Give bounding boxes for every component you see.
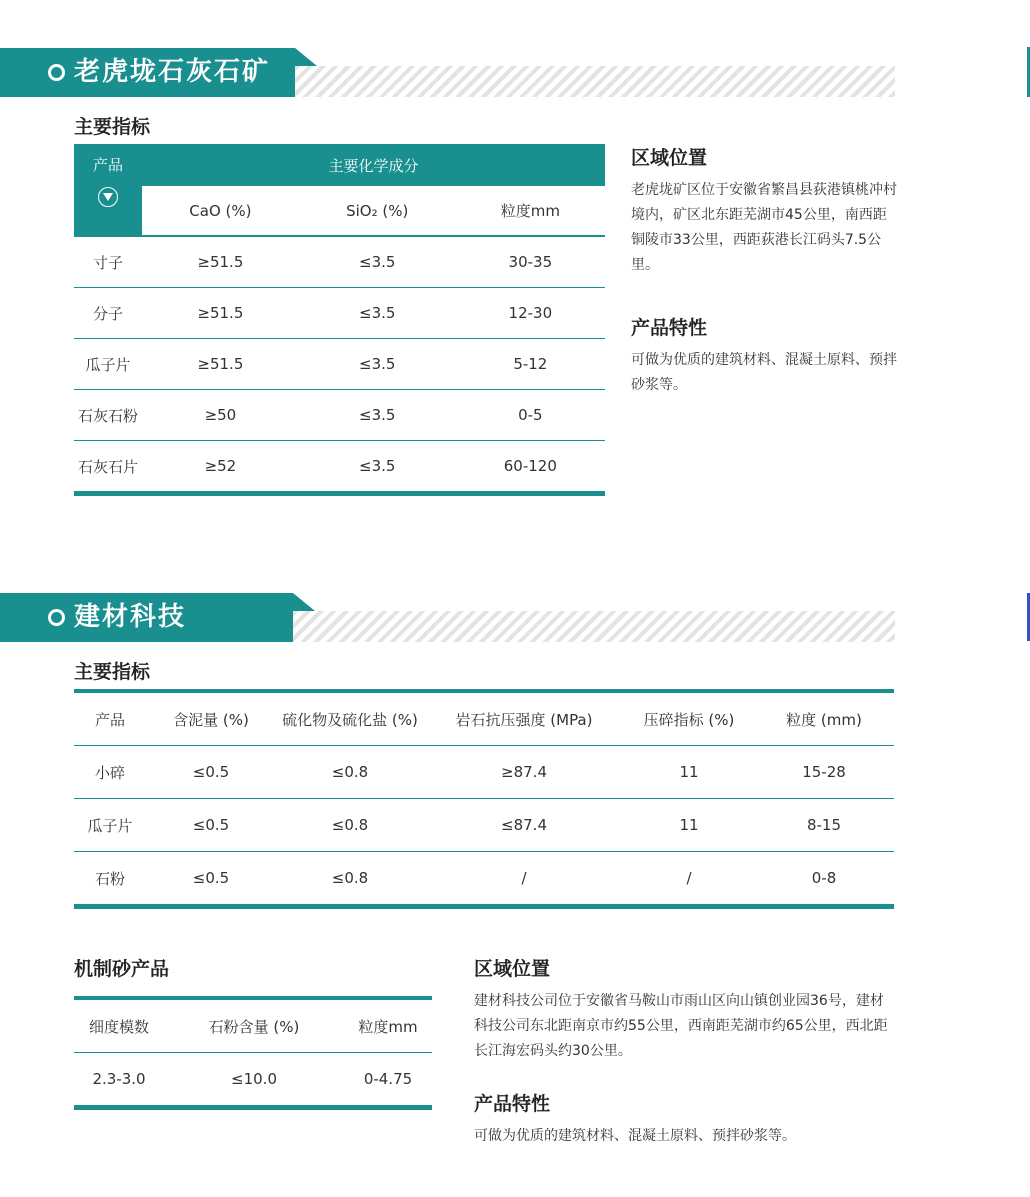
- table-cell: ≤0.8: [331, 816, 369, 834]
- table-row: [74, 746, 894, 799]
- section2-location-heading: 区域位置: [474, 958, 551, 980]
- table-cell: ≥87.4: [501, 763, 547, 781]
- table-row: [74, 339, 605, 390]
- column-header: 产品: [94, 710, 125, 729]
- product-header-label: 产品: [92, 156, 123, 174]
- table-cell: 瓜子片: [87, 816, 133, 835]
- table-cell: ≤3.5: [359, 304, 396, 322]
- table-cell: 石灰石粉: [77, 406, 138, 425]
- table-cell: 2.3-3.0: [92, 1070, 146, 1088]
- table-cell: 小碎: [94, 763, 125, 782]
- table-header-chem: 主要化学成分: [142, 144, 605, 186]
- table-cell: ≥51.5: [197, 355, 244, 373]
- table-cell: ≤3.5: [359, 253, 396, 271]
- section1-property-heading: 产品特性: [631, 317, 708, 339]
- column-header: 粒度 (mm): [786, 710, 862, 729]
- table-cell: ≥51.5: [197, 304, 244, 322]
- table-header-row: [74, 691, 894, 746]
- column-header: 硫化物及硫化盐 (%): [282, 710, 418, 729]
- section2-indicators-heading: 主要指标: [74, 661, 151, 683]
- table-cell: 瓜子片: [85, 355, 131, 374]
- table-row: [74, 288, 605, 339]
- column-header: SiO₂ (%): [346, 201, 409, 220]
- banner-hatch: [293, 611, 895, 642]
- table-cell: 寸子: [92, 253, 123, 272]
- table-header-row: [74, 998, 432, 1053]
- table-row: [74, 852, 894, 907]
- table-cell: ≤0.8: [331, 763, 369, 781]
- table-row: [74, 799, 894, 852]
- column-header: 压碎指标 (%): [643, 710, 735, 729]
- column-header: 粒度mm: [500, 202, 560, 220]
- table-cell: 15-28: [802, 763, 846, 781]
- section2-property-text: 可做为优质的建筑材料、混凝土原料、预拌砂浆等。: [474, 1128, 796, 1144]
- table-cell: 30-35: [508, 253, 553, 271]
- table-cell: ≥51.5: [197, 253, 244, 271]
- sand-table: [74, 996, 432, 1110]
- column-header: 石粉含量 (%): [208, 1017, 300, 1036]
- table-row: [74, 1053, 432, 1108]
- table-cell: ≤3.5: [359, 355, 396, 373]
- ring-icon: [48, 64, 65, 81]
- table-header-product: [74, 144, 142, 236]
- section2-banner: [0, 593, 895, 642]
- section2-title: 建材科技: [74, 602, 187, 632]
- table-cell: 8-15: [806, 816, 842, 834]
- table-cell: 60-120: [503, 457, 557, 475]
- table-cell: ≤3.5: [359, 457, 396, 475]
- table-cell: ≤0.8: [331, 869, 369, 887]
- column-header: 细度模数: [88, 1017, 149, 1036]
- sand-heading: 机制砂产品: [74, 958, 170, 980]
- table-row: [74, 441, 605, 494]
- table-cell: 5-12: [513, 355, 548, 373]
- column-header: 岩石抗压强度 (MPa): [455, 710, 593, 729]
- table-cell: 11: [679, 763, 699, 781]
- section1-banner: [0, 48, 895, 97]
- table-cell: /: [686, 869, 692, 887]
- table-cell: 分子: [92, 304, 123, 323]
- table-cell: ≤0.5: [192, 763, 230, 781]
- ring-icon: [48, 609, 65, 626]
- table-row: [74, 390, 605, 441]
- table-cell: 12-30: [508, 304, 553, 322]
- table-cell: ≤87.4: [501, 816, 547, 834]
- section1-location-heading: 区域位置: [631, 147, 708, 169]
- table-cell: ≤0.5: [192, 816, 230, 834]
- section1-table: [74, 144, 605, 496]
- table-cell: 11: [679, 816, 699, 834]
- section2-table: [74, 689, 894, 909]
- table-cell: ≥52: [204, 457, 237, 475]
- column-header: CaO (%): [189, 201, 252, 220]
- banner-hatch: [295, 66, 895, 97]
- chevron-down-circle-icon[interactable]: [98, 187, 118, 207]
- table-row: [74, 236, 605, 288]
- section1-property-text: 可做为优质的建筑材料、混凝土原料、预拌砂浆等。: [631, 352, 897, 393]
- section2-property-heading: 产品特性: [474, 1093, 551, 1115]
- table-cell: ≥50: [204, 406, 237, 424]
- column-header: 粒度mm: [358, 1017, 418, 1036]
- section2-location-text: 建材科技公司位于安徽省马鞍山市雨山区向山镇创业园36号，建材科技公司东北距南京市约55公里，西南距芜湖市约65公里，西北距长江海宏码头约30公里。: [474, 993, 888, 1059]
- table-cell: /: [521, 869, 527, 887]
- section1-location-text: 老虎垅矿区位于安徽省繁昌县荻港镇桃冲村境内，矿区北东距芜湖市45公里，南西距铜陵市33公里，西距荻港长江码头7.5公里。: [631, 182, 897, 273]
- banner-notch: [293, 593, 315, 611]
- section1-title: 老虎垅石灰石矿: [74, 57, 271, 87]
- table-cell: 0-4.75: [363, 1070, 413, 1088]
- table-cell: ≤0.5: [192, 869, 230, 887]
- table-cell: ≤3.5: [359, 406, 396, 424]
- column-header: 含泥量 (%): [173, 710, 249, 729]
- banner-notch: [295, 48, 317, 66]
- table-cell: 石灰石片: [77, 457, 138, 476]
- table-cell: ≤10.0: [231, 1070, 277, 1088]
- table-cell: 石粉: [94, 869, 125, 888]
- section1-indicators-heading: 主要指标: [74, 116, 151, 138]
- table-cell: 0-5: [518, 406, 543, 424]
- table-cell: 0-8: [811, 869, 837, 887]
